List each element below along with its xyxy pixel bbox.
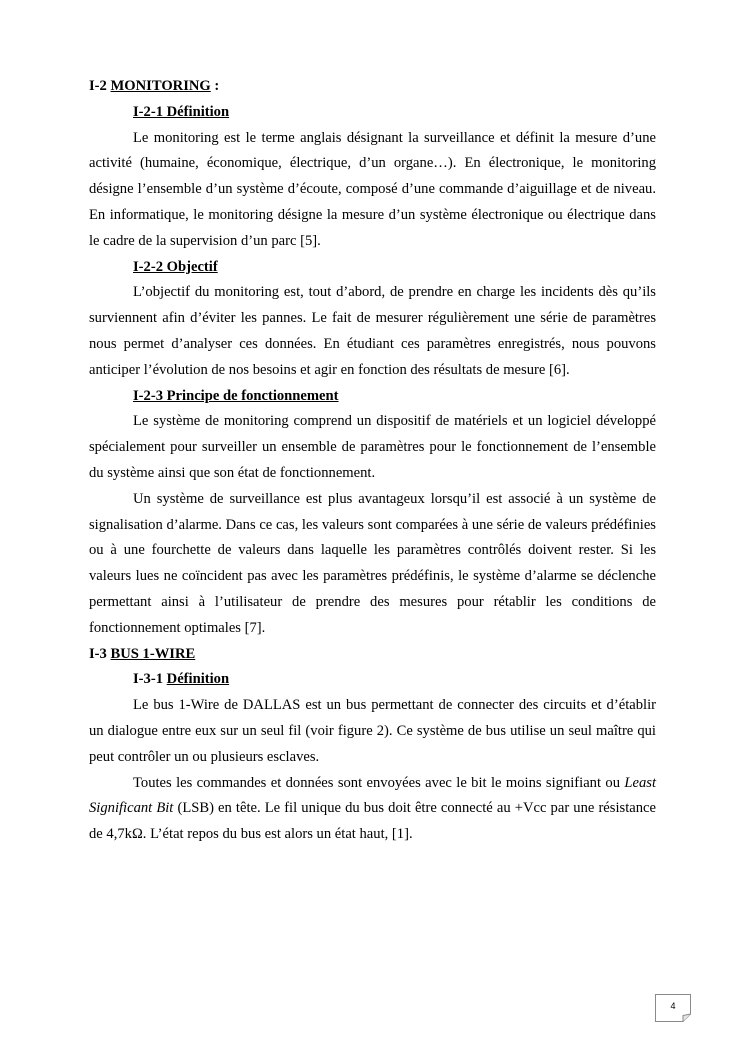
subsection-heading-principe [89, 384, 656, 410]
subsection-title: I-2-2 Objectif [133, 258, 218, 275]
subsection-heading-objectif [89, 255, 656, 281]
paragraph-text: (LSB) en tête. Le fil unique du bus doit être connecté au +Vcc par une résistance de 4,7kΩ. L’état repos du bus est alors un état haut, [1]. [89, 800, 656, 843]
paragraph-principe-2: Un système de surveillance est plus avantageux lorsqu’il est associé à un système de signalisation d’alarme. Dans ce cas, les valeurs sont comparées à une série de valeurs prédéfinies ou à une fourchette de valeurs dans laquelle les paramètres contrôlés doivent rester. Si les valeurs lues ne coïncident pas avec les paramètres prédéfinis, le système d’alarme se déclenche permettant ainsi à l’utilisateur de prendre des mesures pour rétablir les conditions de fonctionnement optimales [7]. [89, 490, 656, 636]
italic-term: Least Significant Bit [89, 774, 656, 817]
paragraph-objectif: L’objectif du monitoring est, tout d’abord, de prendre en charge les incidents dès qu’ils surviennent afin d’éviter les pannes. Le fait de mesurer régulièrement une série de paramètres nous permet d’analyser ces données. En étudiant ces paramètres enregistrés, nous pouvons anticiper l’évolution de nos besoins et agir en fonction des résultats de mesure [6]. [89, 284, 656, 378]
paragraph-bus-definition-1: Le bus 1-Wire de DALLAS est un bus permettant de connecter des circuits et d’établir un dialogue entre eux sur un seul fil (voir figure 2). Ce système de bus utilise un seul maître qui peut contrôler un ou plusieurs esclaves. [89, 697, 656, 765]
paragraph-principe-1: Le système de monitoring comprend un dispositif de matériels et un logiciel développé spécialement pour surveiller un ensemble de paramètres pour le fonctionnement de l’ensemble du système ainsi que son état de fonctionnement. [89, 413, 656, 481]
subsection-title: I-2-1 Définition [133, 103, 230, 120]
section-number: I-2 [89, 78, 111, 94]
paragraph-bus-definition-2 [89, 771, 656, 848]
paragraph-definition: Le monitoring est le terme anglais désignant la surveillance et définit la mesure d’une activité (humaine, économique, électrique, d’un organe…). En électronique, le monitoring désigne l’ensemble d’un système d’écoute, composé d’une commande d’aiguillage et de niveau. En informatique, le monitoring désigne la mesure d’un système électronique ou électrique dans le cadre de la supervision d’un parc [5]. [89, 129, 656, 249]
subsection-title: Définition [166, 671, 230, 688]
subsection-heading-definition [89, 100, 656, 126]
section-title: BUS 1-WIRE [110, 645, 196, 662]
document-page [89, 74, 656, 848]
subsection-number: I-3-1 [133, 671, 167, 688]
section-title-suffix: : [210, 78, 220, 94]
section-title: MONITORING [110, 78, 211, 94]
section-number: I-3 [89, 645, 111, 662]
subsection-title: I-2-3 Principe de fonctionnement [133, 387, 339, 404]
page-number-box [655, 994, 691, 1022]
section-heading-bus-1-wire [89, 642, 656, 668]
subsection-heading-bus-definition [89, 667, 656, 693]
section-heading-monitoring [89, 74, 656, 100]
page-number: 4 [670, 1001, 676, 1011]
paragraph-text: Toutes les commandes et données sont envoyées avec le bit le moins signifiant ou [133, 774, 625, 791]
